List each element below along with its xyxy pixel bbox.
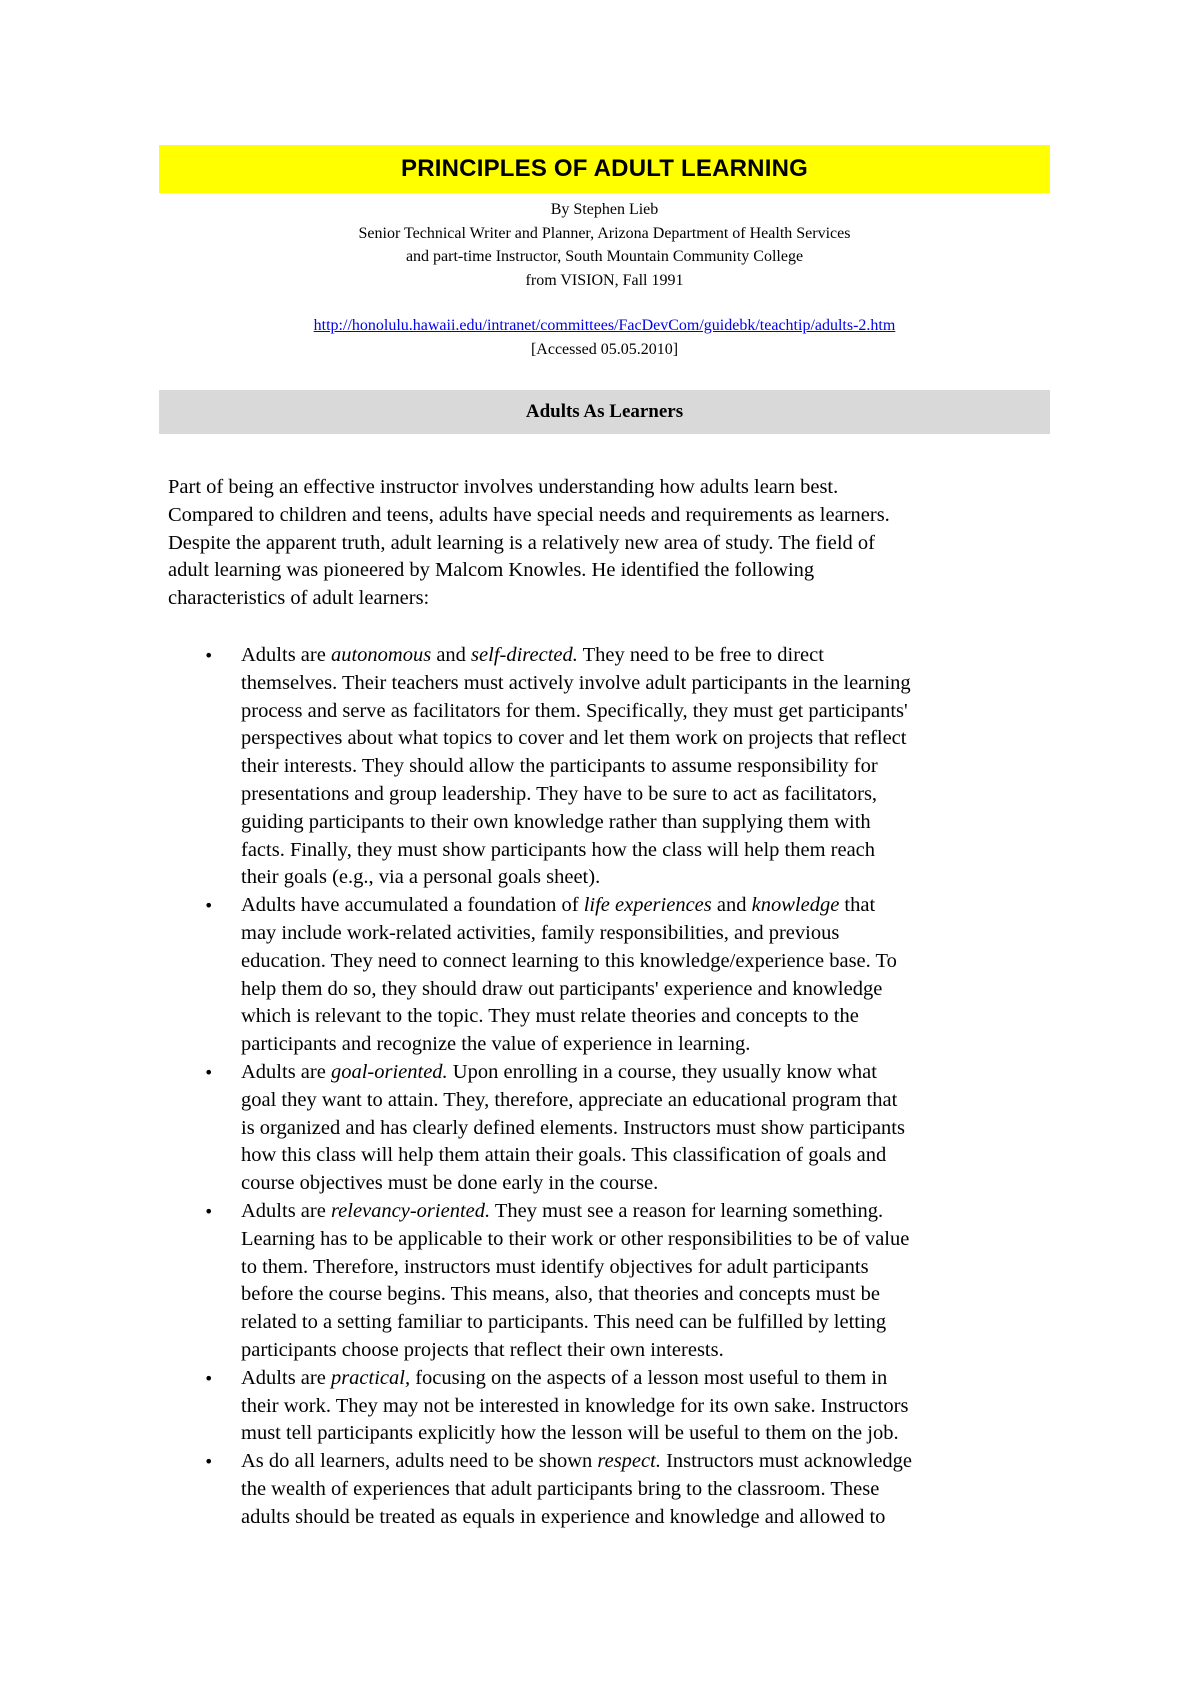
intro-line: Part of being an effective instructor involves understanding how adults learn best. xyxy=(168,476,839,498)
list-item-line: the wealth of experiences that adult participants bring to the classroom. These xyxy=(241,1477,880,1500)
list-item xyxy=(168,1365,1048,1448)
spacer xyxy=(159,292,1050,314)
list-item-line: may include work-related activities, family responsibilities, and previous xyxy=(241,921,840,944)
bullet-icon: • xyxy=(204,646,214,665)
characteristics-list xyxy=(168,642,1048,1532)
emphasis-term: practical, xyxy=(330,1366,411,1389)
author-role-line: Senior Technical Writer and Planner, Arizona Department of Health Services xyxy=(358,224,851,242)
emphasis-term: respect. xyxy=(597,1450,661,1473)
list-item-line: is organized and has clearly defined elements. Instructors must show participants xyxy=(241,1116,905,1139)
list-item-line: must tell participants explicitly how the lesson will be useful to them on the job. xyxy=(241,1422,899,1445)
list-item-line: presentations and group leadership. They have to be sure to act as facilitators, xyxy=(241,782,878,805)
list-item-line: related to a setting familiar to participants. This need can be fulfilled by letting xyxy=(241,1311,887,1334)
list-item-line: Adults are autonomous and self-directed. They need to be free to direct xyxy=(241,644,824,666)
list-item-line: facts. Finally, they must show participants how the class will help them reach xyxy=(241,838,876,861)
intro-text xyxy=(168,474,1048,613)
list-item-line: their interests. They should allow the participants to assume responsibility for xyxy=(241,755,878,778)
list-item-line: process and serve as facilitators for them. Specifically, they must get participants' xyxy=(241,699,908,722)
title-banner xyxy=(159,145,1050,193)
list-item-line: participants and recognize the value of experience in learning. xyxy=(241,1033,751,1056)
list-item-line: Adults are goal-oriented. Upon enrolling in a course, they usually know what xyxy=(241,1060,877,1083)
source-url-link[interactable]: http://honolulu.hawaii.edu/intranet/committees/FacDevCom/guidebk/teachtip/adults-2.htm xyxy=(313,317,896,334)
list-item xyxy=(168,642,1048,892)
intro-line: adult learning was pioneered by Malcom Knowles. He identified the following xyxy=(168,559,815,582)
list-item-line: guiding participants to their own knowledge rather than supplying them with xyxy=(241,810,871,833)
list-item xyxy=(168,1198,1048,1365)
section-heading: Adults As Learners xyxy=(525,401,684,422)
list-item-line: which is relevant to the topic. They must relate theories and concepts to the xyxy=(241,1005,859,1028)
bullet-icon: • xyxy=(204,1201,214,1221)
author-line: By Stephen Lieb xyxy=(550,201,659,218)
intro-line: characteristics of adult learners: xyxy=(168,587,430,610)
list-item-line: their work. They may not be interested in knowledge for its own sake. Instructors xyxy=(241,1394,909,1417)
byline-block xyxy=(159,198,1050,361)
intro-paragraph xyxy=(168,474,1048,613)
list-item-line: before the course begins. This means, also, that theories and concepts must be xyxy=(241,1283,880,1306)
list-item-line: education. They need to connect learning to this knowledge/experience base. To xyxy=(241,949,897,972)
list-item-line: Adults have accumulated a foundation of life experiences and knowledge that xyxy=(241,894,876,917)
list-item-line: how this class will help them attain their goals. This classification of goals and xyxy=(241,1144,887,1167)
emphasis-term: life experiences xyxy=(583,894,712,917)
emphasis-term: self-directed. xyxy=(471,644,578,666)
list-item-line: Learning has to be applicable to their work or other responsibilities to be of value xyxy=(241,1227,910,1250)
list-item-line: Adults are practical, focusing on the aspects of a lesson most useful to them in xyxy=(241,1366,888,1389)
source-line: from VISION, Fall 1991 xyxy=(525,271,684,289)
document-title: PRINCIPLES OF ADULT LEARNING xyxy=(401,155,808,182)
accessed-date: [Accessed 05.05.2010] xyxy=(530,340,679,358)
list-item-line: perspectives about what topics to cover and let them work on projects that reflect xyxy=(241,727,907,750)
bullet-icon: • xyxy=(204,1368,214,1388)
emphasis-term: relevancy-oriented. xyxy=(330,1199,491,1222)
list-item-line: Adults are relevancy-oriented. They must see a reason for learning something. xyxy=(241,1199,884,1222)
list-item-line: course objectives must be done early in the course. xyxy=(241,1172,659,1195)
list-item-line: their goals (e.g., via a personal goals sheet). xyxy=(241,866,601,889)
list-item xyxy=(168,1448,1048,1531)
bullet-icon: • xyxy=(204,896,214,916)
list-item-line: themselves. Their teachers must actively involve adult participants in the learning xyxy=(241,671,911,694)
author-affiliation-line: and part-time Instructor, South Mountain Community College xyxy=(405,248,804,265)
list-item-line: participants choose projects that reflect their own interests. xyxy=(241,1338,724,1361)
emphasis-term: goal-oriented. xyxy=(330,1060,448,1083)
list-item xyxy=(168,892,1048,1059)
section-banner xyxy=(159,390,1050,434)
list-item-line: help them do so, they should draw out participants' experience and knowledge xyxy=(241,977,883,1000)
emphasis-term: knowledge xyxy=(751,894,840,917)
emphasis-term: autonomous xyxy=(330,644,432,666)
list-item-line: goal they want to attain. They, therefore, appreciate an educational program that xyxy=(241,1088,898,1111)
bullet-icon: • xyxy=(204,1062,214,1082)
intro-line: Compared to children and teens, adults have special needs and requirements as learners. xyxy=(168,503,890,526)
url-line xyxy=(159,314,1050,338)
intro-line: Despite the apparent truth, adult learning is a relatively new area of study. The field of xyxy=(168,531,875,554)
list-item-line: to them. Therefore, instructors must identify objectives for adult participants xyxy=(241,1255,869,1278)
list-item xyxy=(168,1059,1048,1198)
list-item-line: adults should be treated as equals in experience and knowledge and allowed to xyxy=(241,1505,886,1528)
bullet-icon: • xyxy=(204,1452,214,1472)
list-item-line: As do all learners, adults need to be shown respect. Instructors must acknowledge xyxy=(241,1450,913,1473)
